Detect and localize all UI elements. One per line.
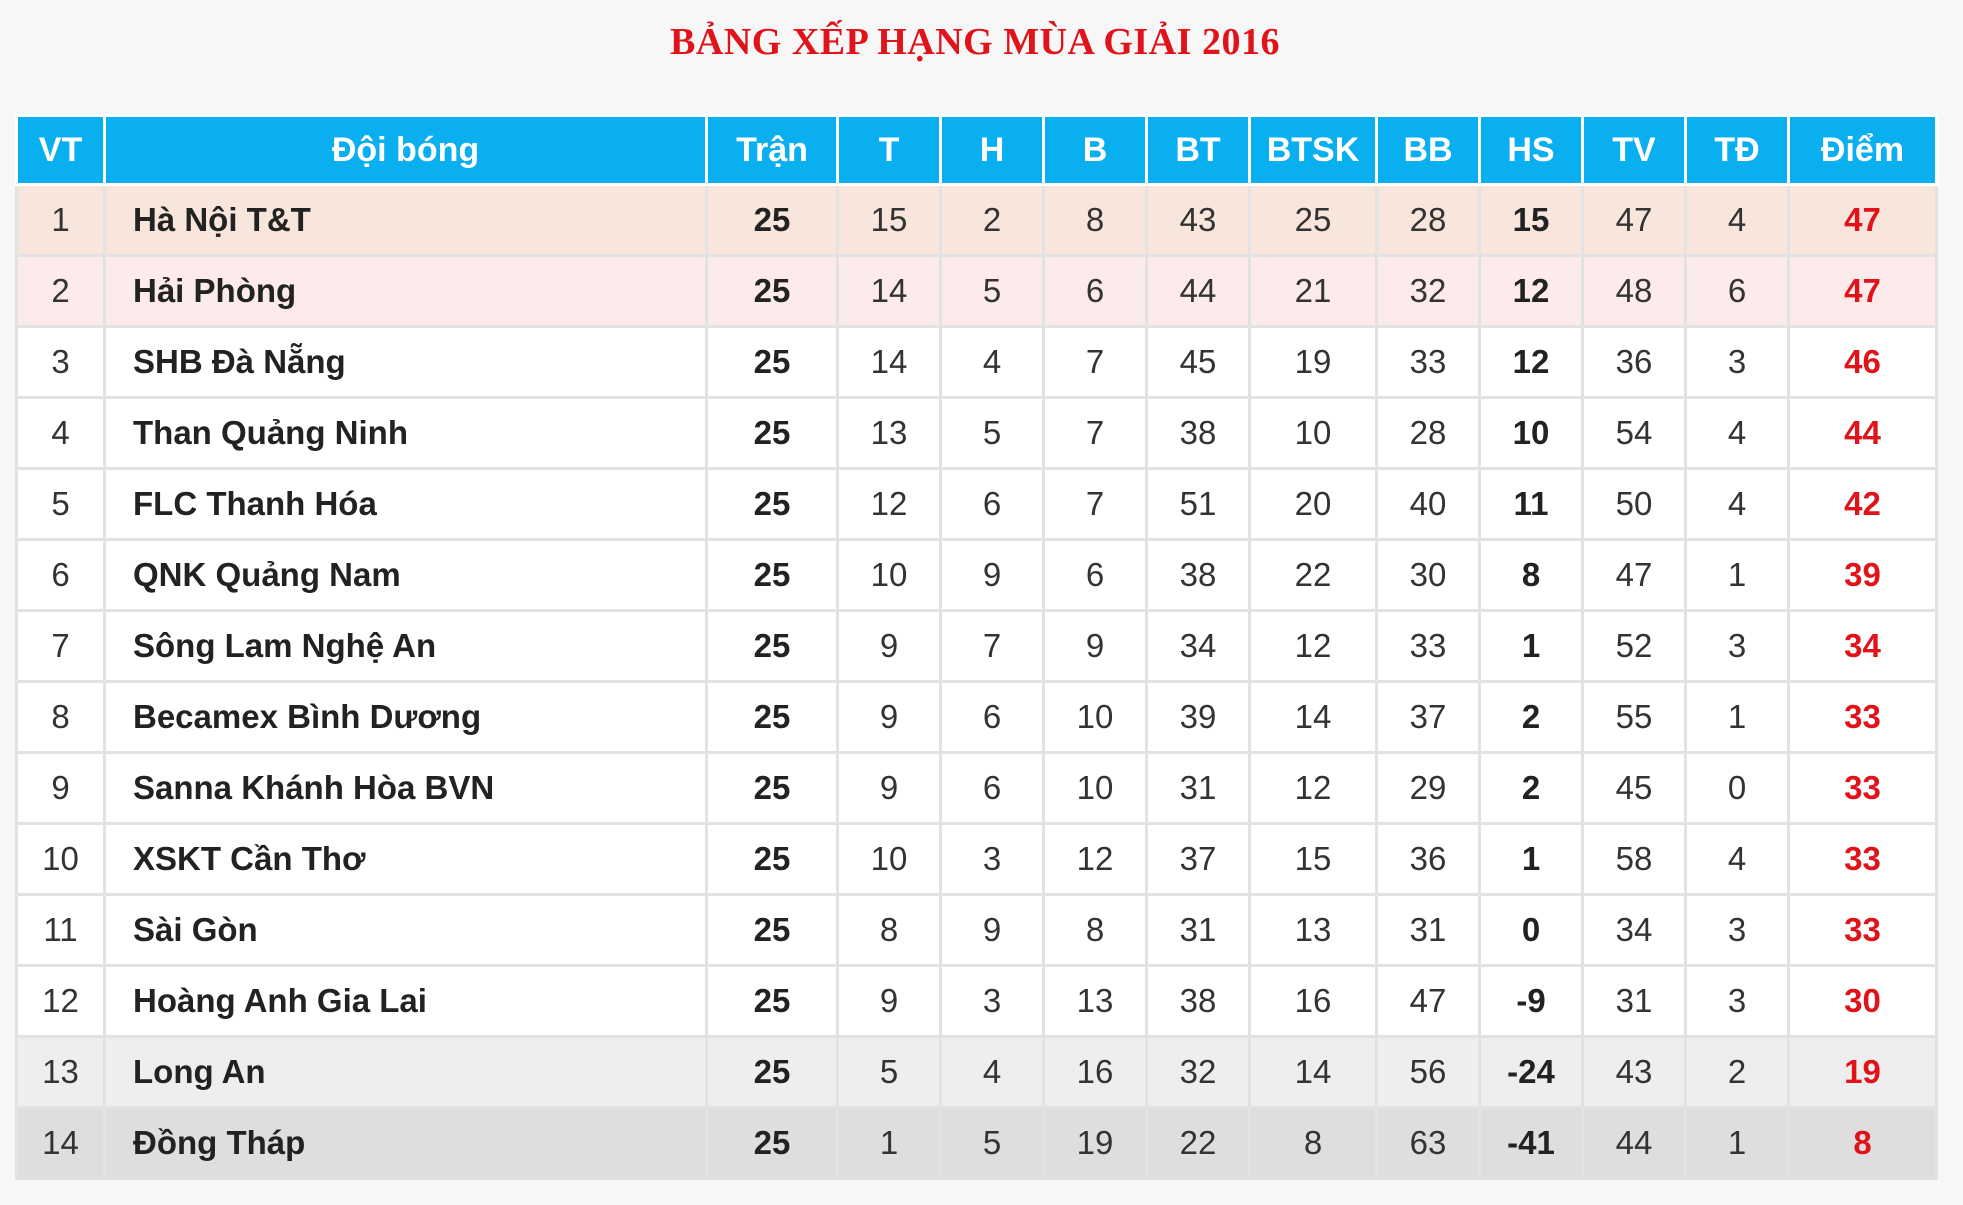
cell-position: 11: [17, 895, 105, 966]
cell-team: FLC Thanh Hóa: [105, 469, 707, 540]
cell-goal-difference: -41: [1480, 1108, 1583, 1179]
cell-red-cards: 3: [1686, 327, 1789, 398]
cell-yellow-cards: 52: [1583, 611, 1686, 682]
cell-matches: 25: [707, 540, 838, 611]
cell-goals-for: 31: [1147, 895, 1250, 966]
cell-away-goals: 8: [1250, 1108, 1377, 1179]
cell-goal-difference: -9: [1480, 966, 1583, 1037]
cell-goals-against: 56: [1377, 1037, 1480, 1108]
cell-team: Hoàng Anh Gia Lai: [105, 966, 707, 1037]
cell-team: Becamex Bình Dương: [105, 682, 707, 753]
cell-draws: 9: [941, 540, 1044, 611]
cell-red-cards: 1: [1686, 540, 1789, 611]
cell-yellow-cards: 34: [1583, 895, 1686, 966]
cell-team: XSKT Cần Thơ: [105, 824, 707, 895]
cell-matches: 25: [707, 398, 838, 469]
cell-team: QNK Quảng Nam: [105, 540, 707, 611]
table-row: [17, 611, 1937, 682]
cell-goals-against: 30: [1377, 540, 1480, 611]
cell-losses: 12: [1044, 824, 1147, 895]
cell-team: Sài Gòn: [105, 895, 707, 966]
cell-position: 8: [17, 682, 105, 753]
cell-matches: 25: [707, 185, 838, 256]
table-row: [17, 540, 1937, 611]
header-draws: H: [941, 116, 1044, 185]
cell-goals-against: 40: [1377, 469, 1480, 540]
cell-goals-for: 34: [1147, 611, 1250, 682]
cell-losses: 8: [1044, 895, 1147, 966]
cell-goals-for: 38: [1147, 398, 1250, 469]
cell-yellow-cards: 58: [1583, 824, 1686, 895]
cell-points: 33: [1789, 895, 1937, 966]
cell-wins: 9: [838, 753, 941, 824]
cell-matches: 25: [707, 753, 838, 824]
cell-red-cards: 4: [1686, 185, 1789, 256]
cell-goal-difference: -24: [1480, 1037, 1583, 1108]
cell-red-cards: 4: [1686, 469, 1789, 540]
cell-position: 10: [17, 824, 105, 895]
cell-matches: 25: [707, 256, 838, 327]
cell-draws: 9: [941, 895, 1044, 966]
cell-points: 44: [1789, 398, 1937, 469]
cell-draws: 5: [941, 1108, 1044, 1179]
cell-goal-difference: 12: [1480, 327, 1583, 398]
table-row: [17, 753, 1937, 824]
cell-draws: 3: [941, 966, 1044, 1037]
cell-position: 3: [17, 327, 105, 398]
cell-away-goals: 22: [1250, 540, 1377, 611]
table-row: [17, 327, 1937, 398]
cell-position: 5: [17, 469, 105, 540]
cell-points: 46: [1789, 327, 1937, 398]
cell-wins: 13: [838, 398, 941, 469]
cell-wins: 9: [838, 611, 941, 682]
cell-draws: 3: [941, 824, 1044, 895]
cell-away-goals: 12: [1250, 753, 1377, 824]
cell-wins: 15: [838, 185, 941, 256]
cell-wins: 10: [838, 824, 941, 895]
cell-goal-difference: 1: [1480, 824, 1583, 895]
cell-position: 2: [17, 256, 105, 327]
page-title: BẢNG XẾP HẠNG MÙA GIẢI 2016: [670, 21, 1280, 63]
standings-body: [17, 185, 1937, 1179]
cell-position: 6: [17, 540, 105, 611]
cell-yellow-cards: 31: [1583, 966, 1686, 1037]
cell-losses: 7: [1044, 398, 1147, 469]
cell-red-cards: 3: [1686, 611, 1789, 682]
cell-goals-against: 32: [1377, 256, 1480, 327]
cell-away-goals: 16: [1250, 966, 1377, 1037]
cell-yellow-cards: 54: [1583, 398, 1686, 469]
table-row: [17, 469, 1937, 540]
cell-goals-against: 29: [1377, 753, 1480, 824]
cell-draws: 2: [941, 185, 1044, 256]
cell-position: 13: [17, 1037, 105, 1108]
cell-yellow-cards: 45: [1583, 753, 1686, 824]
header-goal-difference: HS: [1480, 116, 1583, 185]
cell-goals-against: 63: [1377, 1108, 1480, 1179]
cell-team: Sông Lam Nghệ An: [105, 611, 707, 682]
cell-goals-for: 38: [1147, 966, 1250, 1037]
cell-goal-difference: 2: [1480, 753, 1583, 824]
header-wins: T: [838, 116, 941, 185]
cell-goals-for: 39: [1147, 682, 1250, 753]
cell-team: Sanna Khánh Hòa BVN: [105, 753, 707, 824]
cell-goals-against: 28: [1377, 185, 1480, 256]
cell-wins: 10: [838, 540, 941, 611]
header-position: VT: [17, 116, 105, 185]
cell-goal-difference: 15: [1480, 185, 1583, 256]
cell-away-goals: 13: [1250, 895, 1377, 966]
cell-away-goals: 14: [1250, 1037, 1377, 1108]
cell-losses: 6: [1044, 540, 1147, 611]
cell-goals-for: 43: [1147, 185, 1250, 256]
cell-team: Long An: [105, 1037, 707, 1108]
cell-wins: 9: [838, 682, 941, 753]
cell-points: 47: [1789, 256, 1937, 327]
cell-team: Hà Nội T&T: [105, 185, 707, 256]
cell-position: 12: [17, 966, 105, 1037]
cell-points: 33: [1789, 824, 1937, 895]
standings-table: [15, 114, 1938, 1180]
cell-goals-for: 45: [1147, 327, 1250, 398]
cell-goals-for: 38: [1147, 540, 1250, 611]
cell-draws: 6: [941, 753, 1044, 824]
cell-red-cards: 0: [1686, 753, 1789, 824]
cell-losses: 7: [1044, 469, 1147, 540]
cell-wins: 5: [838, 1037, 941, 1108]
cell-goal-difference: 12: [1480, 256, 1583, 327]
cell-draws: 7: [941, 611, 1044, 682]
cell-wins: 14: [838, 327, 941, 398]
cell-goal-difference: 10: [1480, 398, 1583, 469]
cell-team: Than Quảng Ninh: [105, 398, 707, 469]
cell-team: Hải Phòng: [105, 256, 707, 327]
header-team: Đội bóng: [105, 116, 707, 185]
cell-goals-against: 47: [1377, 966, 1480, 1037]
cell-draws: 5: [941, 398, 1044, 469]
cell-losses: 8: [1044, 185, 1147, 256]
header-losses: B: [1044, 116, 1147, 185]
cell-wins: 9: [838, 966, 941, 1037]
cell-wins: 14: [838, 256, 941, 327]
cell-yellow-cards: 44: [1583, 1108, 1686, 1179]
table-row: [17, 185, 1937, 256]
header-goals-for: BT: [1147, 116, 1250, 185]
cell-yellow-cards: 47: [1583, 540, 1686, 611]
cell-goals-against: 37: [1377, 682, 1480, 753]
cell-goal-difference: 11: [1480, 469, 1583, 540]
cell-away-goals: 21: [1250, 256, 1377, 327]
cell-wins: 1: [838, 1108, 941, 1179]
cell-away-goals: 14: [1250, 682, 1377, 753]
cell-wins: 8: [838, 895, 941, 966]
cell-position: 4: [17, 398, 105, 469]
cell-matches: 25: [707, 824, 838, 895]
cell-points: 39: [1789, 540, 1937, 611]
cell-goal-difference: 8: [1480, 540, 1583, 611]
cell-points: 33: [1789, 753, 1937, 824]
cell-draws: 4: [941, 327, 1044, 398]
cell-yellow-cards: 36: [1583, 327, 1686, 398]
cell-losses: 7: [1044, 327, 1147, 398]
cell-red-cards: 4: [1686, 824, 1789, 895]
cell-points: 34: [1789, 611, 1937, 682]
table-row: [17, 398, 1937, 469]
cell-draws: 4: [941, 1037, 1044, 1108]
cell-red-cards: 4: [1686, 398, 1789, 469]
cell-yellow-cards: 50: [1583, 469, 1686, 540]
cell-goals-for: 22: [1147, 1108, 1250, 1179]
table-header-row: [17, 116, 1937, 185]
cell-matches: 25: [707, 327, 838, 398]
cell-matches: 25: [707, 682, 838, 753]
cell-draws: 6: [941, 469, 1044, 540]
cell-points: 30: [1789, 966, 1937, 1037]
cell-away-goals: 12: [1250, 611, 1377, 682]
cell-matches: 25: [707, 895, 838, 966]
cell-away-goals: 19: [1250, 327, 1377, 398]
cell-goals-for: 32: [1147, 1037, 1250, 1108]
cell-red-cards: 3: [1686, 895, 1789, 966]
cell-draws: 5: [941, 256, 1044, 327]
cell-goals-against: 31: [1377, 895, 1480, 966]
cell-position: 9: [17, 753, 105, 824]
cell-matches: 25: [707, 1037, 838, 1108]
cell-position: 14: [17, 1108, 105, 1179]
cell-red-cards: 3: [1686, 966, 1789, 1037]
cell-wins: 12: [838, 469, 941, 540]
cell-points: 33: [1789, 682, 1937, 753]
cell-points: 47: [1789, 185, 1937, 256]
header-red-cards: TĐ: [1686, 116, 1789, 185]
cell-matches: 25: [707, 1108, 838, 1179]
cell-points: 19: [1789, 1037, 1937, 1108]
cell-goal-difference: 2: [1480, 682, 1583, 753]
cell-position: 7: [17, 611, 105, 682]
cell-losses: 10: [1044, 753, 1147, 824]
table-row: [17, 966, 1937, 1037]
cell-red-cards: 2: [1686, 1037, 1789, 1108]
header-away-goals: BTSK: [1250, 116, 1377, 185]
cell-goal-difference: 1: [1480, 611, 1583, 682]
cell-goals-against: 36: [1377, 824, 1480, 895]
cell-goal-difference: 0: [1480, 895, 1583, 966]
cell-goals-against: 28: [1377, 398, 1480, 469]
cell-goals-against: 33: [1377, 611, 1480, 682]
cell-away-goals: 20: [1250, 469, 1377, 540]
header-matches: Trận: [707, 116, 838, 185]
cell-red-cards: 6: [1686, 256, 1789, 327]
cell-draws: 6: [941, 682, 1044, 753]
cell-red-cards: 1: [1686, 682, 1789, 753]
cell-yellow-cards: 43: [1583, 1037, 1686, 1108]
cell-red-cards: 1: [1686, 1108, 1789, 1179]
table-row: [17, 895, 1937, 966]
cell-points: 42: [1789, 469, 1937, 540]
cell-losses: 6: [1044, 256, 1147, 327]
cell-losses: 9: [1044, 611, 1147, 682]
cell-matches: 25: [707, 611, 838, 682]
cell-goals-for: 31: [1147, 753, 1250, 824]
table-row: [17, 1037, 1937, 1108]
cell-matches: 25: [707, 469, 838, 540]
cell-goals-for: 51: [1147, 469, 1250, 540]
table-row: [17, 824, 1937, 895]
cell-away-goals: 25: [1250, 185, 1377, 256]
cell-yellow-cards: 55: [1583, 682, 1686, 753]
cell-position: 1: [17, 185, 105, 256]
header-yellow-cards: TV: [1583, 116, 1686, 185]
cell-goals-for: 37: [1147, 824, 1250, 895]
table-row: [17, 682, 1937, 753]
cell-yellow-cards: 48: [1583, 256, 1686, 327]
cell-yellow-cards: 47: [1583, 185, 1686, 256]
header-points: Điểm: [1789, 116, 1937, 185]
header-goals-against: BB: [1377, 116, 1480, 185]
cell-away-goals: 10: [1250, 398, 1377, 469]
cell-losses: 16: [1044, 1037, 1147, 1108]
cell-team: SHB Đà Nẵng: [105, 327, 707, 398]
table-row: [17, 1108, 1937, 1179]
table-row: [17, 256, 1937, 327]
cell-goals-for: 44: [1147, 256, 1250, 327]
cell-team: Đồng Tháp: [105, 1108, 707, 1179]
cell-losses: 13: [1044, 966, 1147, 1037]
cell-points: 8: [1789, 1108, 1937, 1179]
cell-losses: 19: [1044, 1108, 1147, 1179]
cell-matches: 25: [707, 966, 838, 1037]
cell-losses: 10: [1044, 682, 1147, 753]
cell-away-goals: 15: [1250, 824, 1377, 895]
cell-goals-against: 33: [1377, 327, 1480, 398]
